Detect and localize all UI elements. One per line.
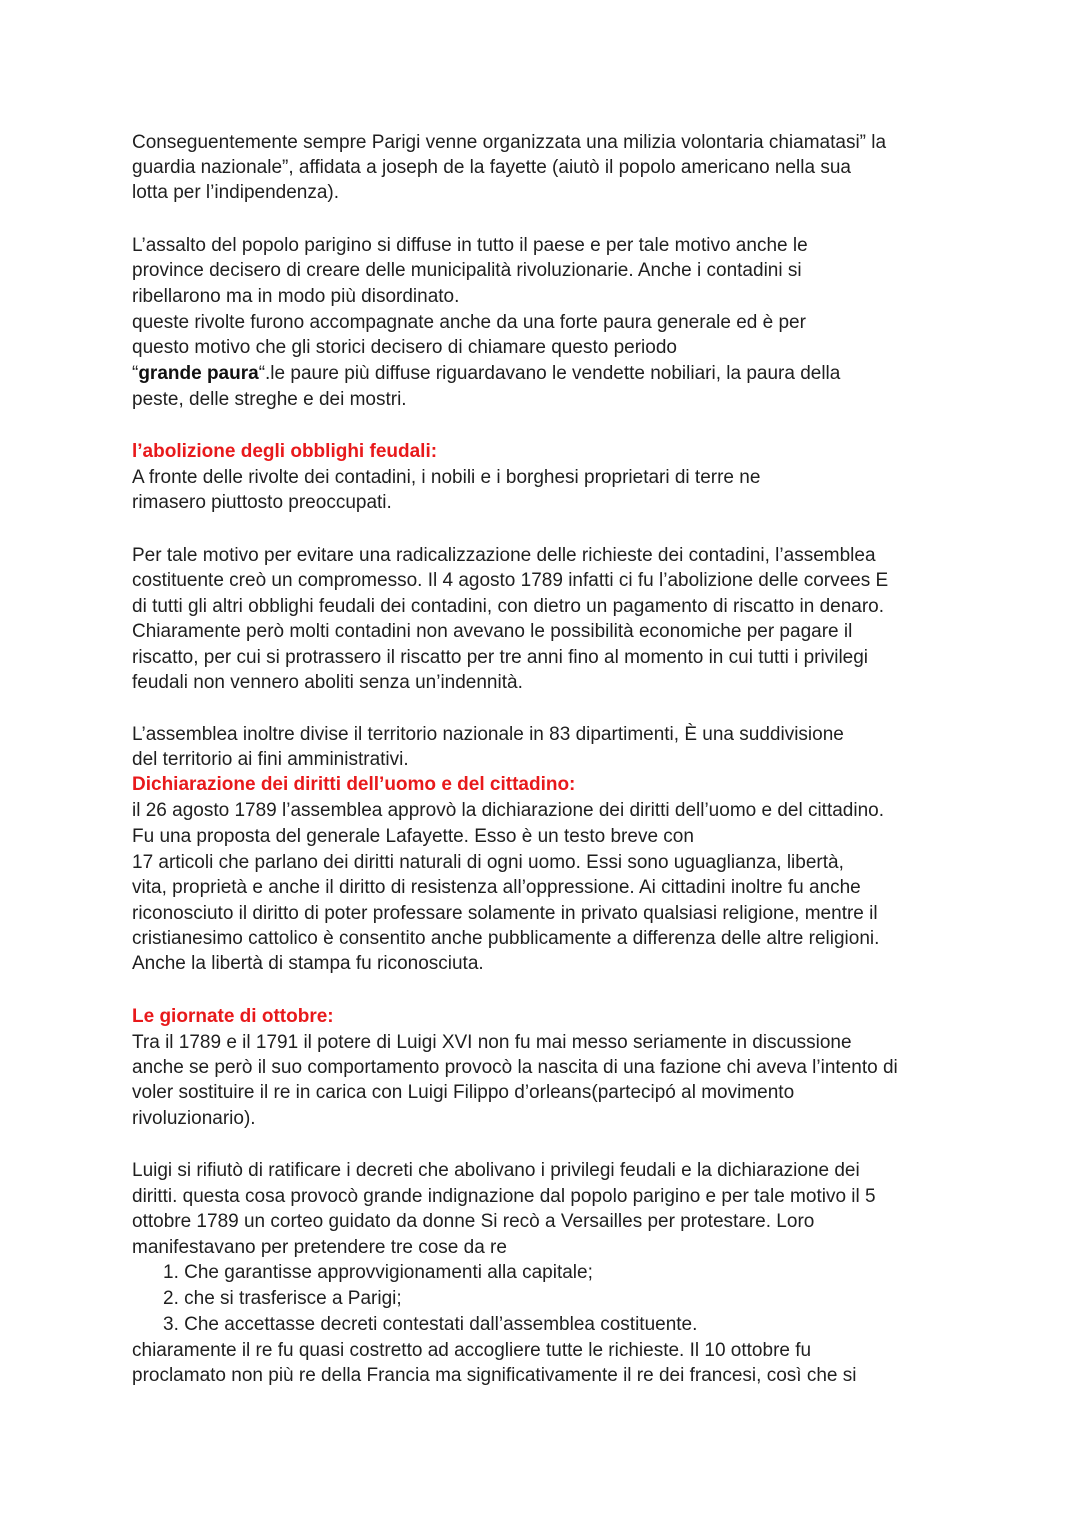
section-heading-giornate: Le giornate di ottobre: — [132, 1006, 334, 1027]
paragraph-line: lotta per l’indipendenza). — [132, 182, 340, 203]
paragraph-line: anche se però il suo comportamento provocò la nascita di una fazione chi aveva l’intento di — [132, 1057, 898, 1078]
paragraph-line: peste, delle streghe e dei mostri. — [132, 389, 407, 410]
list-item: 1. Che garantisse approvvigionamenti alla capitale; — [163, 1262, 593, 1283]
paragraph-line: proclamato non più re della Francia ma significativamente il re dei francesi, così che si — [132, 1365, 857, 1386]
paragraph-line: Per tale motivo per evitare una radicalizzazione delle richieste dei contadini, l’assemblea — [132, 545, 876, 566]
paragraph-line: Tra il 1789 e il 1791 il potere di Luigi XVI non fu mai messo seriamente in discussione — [132, 1032, 852, 1053]
paragraph-line: guardia nazionale”, affidata a joseph de la fayette (aiutò il popolo americano nella sua — [132, 157, 851, 178]
paragraph-line: di tutti gli altri obblighi feudali dei contadini, con dietro un pagamento di riscatto in denaro. — [132, 596, 885, 617]
paragraph-line: queste rivolte furono accompagnate anche da una forte paura generale ed è per — [132, 312, 806, 333]
paragraph-line: Fu una proposta del generale Lafayette. Esso è un testo breve con — [132, 826, 694, 847]
open-quote: “ — [132, 363, 139, 384]
paragraph-line: province decisero di creare delle municipalità rivoluzionarie. Anche i contadini si — [132, 260, 802, 281]
paragraph-line: ottobre 1789 un corteo guidato da donne Si recò a Versailles per protestare. Loro — [132, 1211, 815, 1232]
list-item: 3. Che accettasse decreti contestati dall’assemblea costituente. — [163, 1314, 698, 1335]
paragraph-line-grande-paura — [132, 361, 840, 386]
paragraph-line: 17 articoli che parlano dei diritti naturali di ogni uomo. Essi sono uguaglianza, libertà, — [132, 852, 844, 873]
section-heading-abolizione: l’abolizione degli obblighi feudali: — [132, 441, 438, 462]
paragraph-line: Luigi si rifiutò di ratificare i decreti che abolivano i privilegi feudali e la dichiarazione dei — [132, 1160, 860, 1181]
paragraph-line: questo motivo che gli storici decisero di chiamare questo periodo — [132, 337, 677, 358]
paragraph-line: Conseguentemente sempre Parigi venne organizzata una milizia volontaria chiamatasi” la — [132, 132, 887, 153]
paragraph-line: manifestavano per pretendere tre cose da re — [132, 1237, 507, 1258]
paragraph-line: ribellarono ma in modo più disordinato. — [132, 286, 460, 307]
paragraph-line: voler sostituire il re in carica con Luigi Filippo d’orleans(partecipó al movimento — [132, 1082, 795, 1103]
paragraph-line: rivoluzionario). — [132, 1108, 256, 1129]
paragraph-line: il 26 agosto 1789 l’assemblea approvò la dichiarazione dei diritti dell’uomo e del cittadino. — [132, 800, 885, 821]
grande-paura-bold: grande paura — [138, 363, 259, 384]
paragraph-line: rimasero piuttosto preoccupati. — [132, 492, 392, 513]
list-item: 2. che si trasferisce a Parigi; — [163, 1288, 402, 1309]
paragraph-line: A fronte delle rivolte dei contadini, i nobili e i borghesi proprietari di terre ne — [132, 467, 761, 488]
paragraph-line: vita, proprietà e anche il diritto di resistenza all’oppressione. Ai cittadini inoltre fu anche — [132, 877, 861, 898]
paragraph-line: diritti. questa cosa provocò grande indignazione dal popolo parigino e per tale motivo il 5 — [132, 1186, 876, 1207]
paragraph-line: Anche la libertà di stampa fu riconosciuta. — [132, 953, 484, 974]
paragraph-line: chiaramente il re fu quasi costretto ad accogliere tutte le richieste. Il 10 ottobre fu — [132, 1340, 812, 1361]
paragraph-line: L’assemblea inoltre divise il territorio nazionale in 83 dipartimenti, È una suddivisione — [132, 724, 844, 745]
paragraph-line: cristianesimo cattolico è consentito anche pubblicamente a differenza delle altre religioni. — [132, 928, 880, 949]
paragraph-line: del territorio ai fini amministrativi. — [132, 749, 409, 770]
paragraph-line: riscatto, per cui si protrassero il riscatto per tre anni fino al momento in cui tutti i privilegi — [132, 647, 869, 668]
grande-paura-rest: “.le paure più diffuse riguardavano le vendette nobiliari, la paura della — [258, 363, 841, 384]
paragraph-line: Chiaramente però molti contadini non avevano le possibilità economiche per pagare il — [132, 621, 853, 642]
section-heading-dichiarazione: Dichiarazione dei diritti dell’uomo e del cittadino: — [132, 774, 576, 795]
paragraph-line: L’assalto del popolo parigino si diffuse in tutto il paese e per tale motivo anche le — [132, 235, 808, 256]
paragraph-line: feudali non vennero aboliti senza un’indennità. — [132, 672, 523, 693]
paragraph-line: costituente creò un compromesso. Il 4 agosto 1789 infatti ci fu l’abolizione delle corvees E — [132, 570, 889, 591]
paragraph-line: riconosciuto il diritto di poter professare solamente in privato qualsiasi religione, mentre il — [132, 903, 878, 924]
